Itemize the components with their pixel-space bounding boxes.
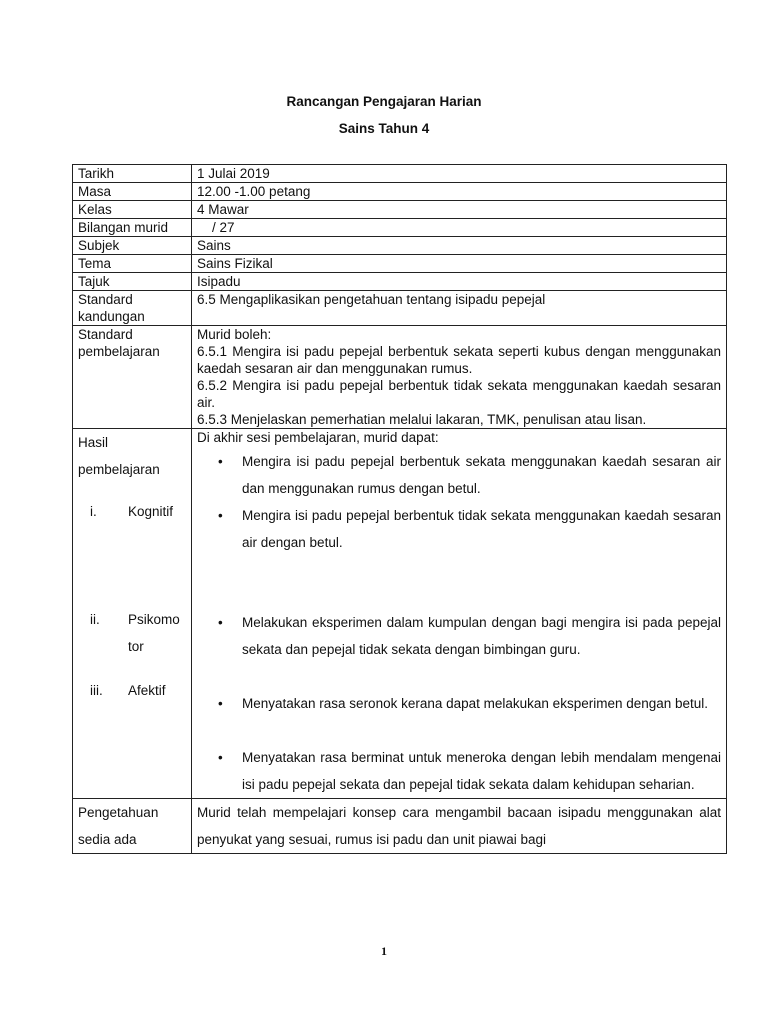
pengetahuan-label-line2: sedia ada (78, 832, 137, 847)
label-standard-kandungan: Standard kandungan (73, 291, 192, 326)
list-item: • Menyatakan rasa seronok kerana dapat melakukan eksperimen dengan betul. (242, 690, 721, 717)
row-hasil-pembelajaran (73, 429, 727, 799)
label-tema: Tema (73, 255, 192, 273)
sp-item-6-5-2: 6.5.2 Mengira isi padu pepejal berbentuk tidak sekata menggunakan kaedah sesaran air. (197, 378, 721, 410)
domain-psikomotor (78, 606, 186, 660)
value-standard-pembelajaran (192, 326, 727, 429)
hasil-intro: Di akhir sesi pembelajaran, murid dapat: (197, 430, 439, 445)
value-tarikh: 1 Julai 2019 (192, 165, 727, 183)
row-tajuk (73, 273, 727, 291)
row-standard-kandungan (73, 291, 727, 326)
label-bilangan-murid: Bilangan murid (73, 219, 192, 237)
value-bilangan-murid: / 27 (192, 219, 727, 237)
row-pengetahuan-sedia-ada (73, 799, 727, 854)
kognitif-label: Kognitif (128, 504, 174, 519)
kognitif-bullets (197, 448, 721, 556)
label-pengetahuan-sedia-ada (73, 799, 192, 854)
value-subjek: Sains (192, 237, 727, 255)
value-kelas: 4 Mawar (192, 201, 727, 219)
row-standard-pembelajaran (73, 326, 727, 429)
sp-item-6-5-3: 6.5.3 Menjelaskan pemerhatian melalui lakaran, TMK, penulisan atau lisan. (197, 412, 647, 427)
value-pengetahuan-sedia-ada: Murid telah mempelajari konsep cara mengambil bacaan isipadu menggunakan alat penyukat yang sesuai, rumus isi padu dan unit piawai bagi (192, 799, 727, 854)
list-item: • Menyatakan rasa berminat untuk meneroka dengan lebih mendalam mengenai isi padu pepejal sekata dan pepejal tidak sekata dalam kehidupan seharian. (242, 744, 721, 798)
row-tema (73, 255, 727, 273)
label-tajuk: Tajuk (73, 273, 192, 291)
value-tajuk: Isipadu (192, 273, 727, 291)
row-subjek (73, 237, 727, 255)
hasil-label-line1: Hasil (78, 435, 109, 450)
list-item: • Mengira isi padu pepejal berbentuk tidak sekata menggunakan kaedah sesaran air dengan betul. (242, 502, 721, 556)
list-item: • Melakukan eksperimen dalam kumpulan dengan bagi mengira isi pada pepejal sekata dan pepejal tidak sekata dengan bimbingan guru. (242, 609, 721, 663)
sp-intro: Murid boleh: (197, 327, 272, 342)
document-title: Rancangan Pengajaran Harian (286, 94, 482, 109)
afektif-bullets (197, 690, 721, 798)
document-subtitle: Sains Tahun 4 (338, 121, 430, 136)
kognitif-number: i. (90, 504, 97, 519)
row-bilangan-murid (73, 219, 727, 237)
label-kelas: Kelas (73, 201, 192, 219)
domain-afektif (78, 677, 186, 704)
lesson-plan-table (72, 164, 727, 854)
value-tema: Sains Fizikal (192, 255, 727, 273)
label-masa: Masa (73, 183, 192, 201)
label-subjek: Subjek (73, 237, 192, 255)
value-standard-kandungan: 6.5 Mengaplikasikan pengetahuan tentang isipadu pepejal (192, 291, 727, 326)
afektif-label: Afektif (128, 683, 166, 698)
psikomotor-label-line1: Psikomo (128, 612, 180, 627)
value-masa: 12.00 -1.00 petang (192, 183, 727, 201)
row-kelas (73, 201, 727, 219)
psikomotor-number: ii. (90, 612, 100, 627)
hasil-label-line2: pembelajaran (78, 462, 160, 477)
row-tarikh (73, 165, 727, 183)
row-masa (73, 183, 727, 201)
psikomotor-bullets (197, 609, 721, 663)
sp-item-6-5-1: 6.5.1 Mengira isi padu pepejal berbentuk sekata seperti kubus dengan menggunakan kaedah sesaran air dan menggunakan rumus. (197, 344, 721, 376)
label-hasil-pembelajaran (73, 429, 192, 799)
psikomotor-label-line2: tor (128, 639, 144, 654)
list-item: • Mengira isi padu pepejal berbentuk sekata menggunakan kaedah sesaran air dan menggunakan rumus dengan betul. (242, 448, 721, 502)
page-number: 1 (381, 944, 387, 958)
afektif-number: iii. (90, 683, 103, 698)
label-standard-pembelajaran: Standard pembelajaran (73, 326, 192, 429)
pengetahuan-label-line1: Pengetahuan (78, 805, 159, 820)
label-tarikh: Tarikh (73, 165, 192, 183)
value-hasil-pembelajaran (192, 429, 727, 799)
domain-kognitif (78, 498, 186, 525)
